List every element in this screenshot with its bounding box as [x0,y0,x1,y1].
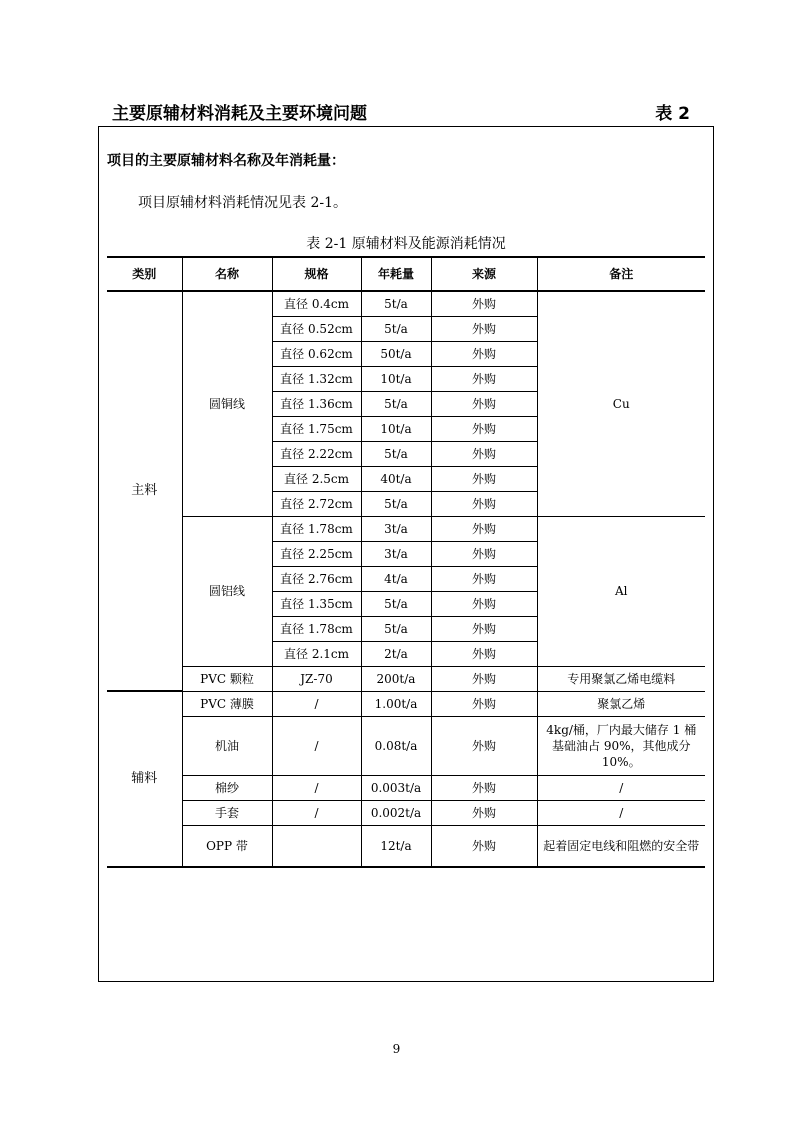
source-cell: 外购 [431,391,537,416]
note-cell: 聚氯乙烯 [537,691,705,716]
table-row [107,825,705,867]
column-header-category: 类别 [107,257,182,291]
source-cell: 外购 [431,491,537,516]
note-cell-aluminum: Al [537,516,705,666]
table-row [107,800,705,825]
materials-table [107,256,705,868]
amount-cell: 5t/a [361,391,431,416]
amount-cell: 5t/a [361,491,431,516]
spec-cell: 直径 1.36cm [272,391,361,416]
header-title: 主要原辅材料消耗及主要环境问题 [112,104,367,124]
spec-cell: / [272,691,361,716]
source-cell: 外购 [431,341,537,366]
amount-cell: 3t/a [361,541,431,566]
material-name-aluminum: 圆铝线 [182,516,272,666]
material-name-cell: OPP 带 [182,825,272,867]
spec-cell: 直径 2.72cm [272,491,361,516]
source-cell: 外购 [431,691,537,716]
spec-cell: 直径 0.52cm [272,316,361,341]
spec-cell: 直径 1.78cm [272,616,361,641]
spec-cell: 直径 2.76cm [272,566,361,591]
column-header-spec: 规格 [272,257,361,291]
spec-cell: / [272,716,361,775]
source-cell: 外购 [431,825,537,867]
amount-cell: 1.00t/a [361,691,431,716]
source-cell: 外购 [431,466,537,491]
material-name-cell: 棉纱 [182,775,272,800]
spec-cell: / [272,775,361,800]
column-header-note: 备注 [537,257,705,291]
source-cell: 外购 [431,666,537,691]
amount-cell: 4t/a [361,566,431,591]
spec-cell: 直径 0.62cm [272,341,361,366]
source-cell: 外购 [431,316,537,341]
amount-cell: 5t/a [361,291,431,316]
source-cell: 外购 [431,616,537,641]
amount-cell: 5t/a [361,616,431,641]
document-header [98,97,690,123]
source-cell: 外购 [431,541,537,566]
source-cell: 外购 [431,716,537,775]
spec-cell: 直径 2.22cm [272,441,361,466]
amount-cell: 12t/a [361,825,431,867]
amount-cell: 10t/a [361,416,431,441]
table-caption: 表 2-1 原辅材料及能源消耗情况 [306,236,506,252]
spec-cell: 直径 0.4cm [272,291,361,316]
source-cell: 外购 [431,416,537,441]
spec-cell: 直径 2.25cm [272,541,361,566]
table-row [107,666,705,691]
spec-cell: 直径 1.35cm [272,591,361,616]
note-cell: / [537,800,705,825]
spec-cell: 直径 2.5cm [272,466,361,491]
amount-cell: 5t/a [361,316,431,341]
source-cell: 外购 [431,366,537,391]
source-cell: 外购 [431,641,537,666]
category-cell-aux: 辅料 [107,691,182,867]
source-cell: 外购 [431,291,537,316]
spec-cell: 直径 1.32cm [272,366,361,391]
amount-cell: 2t/a [361,641,431,666]
note-cell-copper: Cu [537,291,705,516]
page-number: 9 [392,1042,401,1056]
table-row [107,716,705,775]
category-cell-main: 主料 [107,291,182,691]
spec-cell: / [272,800,361,825]
note-cell: 起着固定电线和阻燃的安全带 [537,825,705,867]
material-name-cell: PVC 薄膜 [182,691,272,716]
note-cell: / [537,775,705,800]
note-cell: 4kg/桶，厂内最大储存 1 桶 基础油占 90%，其他成分 10%。 [537,716,705,775]
amount-cell: 3t/a [361,516,431,541]
spec-cell: 直径 2.1cm [272,641,361,666]
note-cell: 专用聚氯乙烯电缆料 [537,666,705,691]
source-cell: 外购 [431,566,537,591]
source-cell: 外购 [431,516,537,541]
amount-cell: 50t/a [361,341,431,366]
amount-cell: 0.08t/a [361,716,431,775]
material-name-cell: 手套 [182,800,272,825]
material-name-cell: 机油 [182,716,272,775]
spec-cell: 直径 1.75cm [272,416,361,441]
intro-text: 项目原辅材料消耗情况见表 2-1。 [138,195,347,211]
table-row [107,775,705,800]
source-cell: 外购 [431,591,537,616]
table-row [107,291,705,316]
amount-cell: 200t/a [361,666,431,691]
material-name-copper: 圆铜线 [182,291,272,516]
table-header-row [107,257,705,291]
table-row [107,691,705,716]
amount-cell: 0.003t/a [361,775,431,800]
column-header-name: 名称 [182,257,272,291]
amount-cell: 5t/a [361,441,431,466]
amount-cell: 5t/a [361,591,431,616]
material-name-pvc-granules: PVC 颗粒 [182,666,272,691]
source-cell: 外购 [431,800,537,825]
amount-cell: 40t/a [361,466,431,491]
amount-cell: 10t/a [361,366,431,391]
spec-cell: 直径 1.78cm [272,516,361,541]
column-header-source: 来源 [431,257,537,291]
spec-cell: JZ-70 [272,666,361,691]
column-header-amount: 年耗量 [361,257,431,291]
source-cell: 外购 [431,775,537,800]
source-cell: 外购 [431,441,537,466]
amount-cell: 0.002t/a [361,800,431,825]
section-heading: 项目的主要原辅材料名称及年消耗量： [107,153,345,169]
header-table-number: 表 2 [655,104,690,124]
spec-cell [272,825,361,867]
table-row [107,516,705,541]
